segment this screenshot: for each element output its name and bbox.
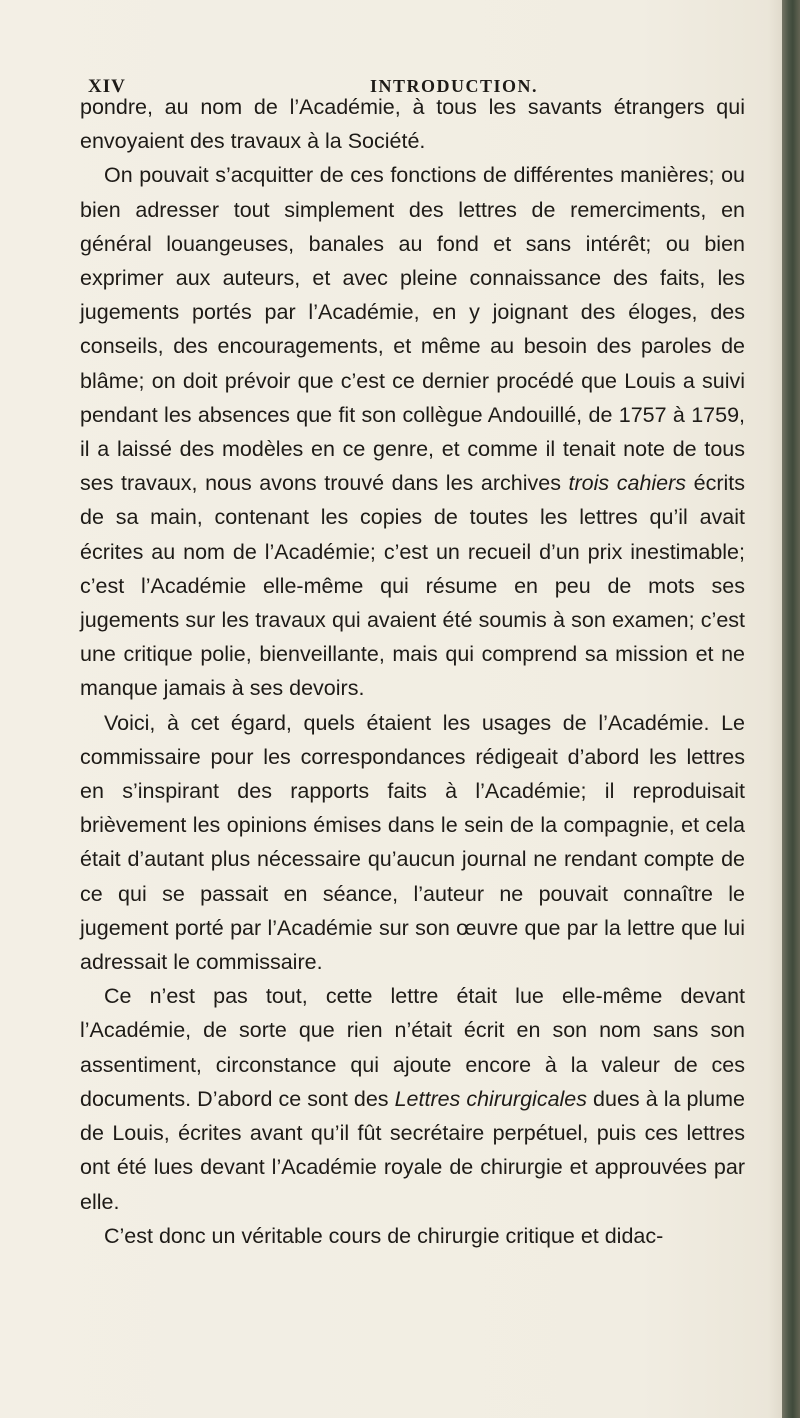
paragraph-4-text-a: Ce n’est pas tout, cette lettre était lue elle-même devant l’Académie, de sorte que rien n’était écrit en son nom sans son assentiment, circonstance qui ajoute encore à la valeur de ces documents. D’abord ce sont des — [80, 984, 745, 1111]
paragraph-4 — [80, 979, 745, 1218]
paragraph-5 — [80, 1219, 745, 1253]
paragraph-4-text-b: dues à la plume de Louis, écrites avant qu’il fût secrétaire perpétuel, puis ces lettres ont été lues devant l’Académie royale de chirurgie et approuvées par elle. — [80, 1086, 746, 1214]
running-title: INTRODUCTION. — [370, 76, 539, 96]
paragraph-2-italic: trois cahiers — [568, 471, 687, 496]
paragraph-2-text-a: On pouvait s’acquitter de ces fonctions de différentes manières; ou bien adresser tout simplement des lettres de remerciments, en général louangeuses, banales au fond et sans intérêt; ou bien exprimer aux auteurs, et avec pleine connaissance des faits, les jugements portés par l’Académie, en y joignant des éloges, des conseils, des encouragements, et même au besoin des paroles de blâme; on doit prévoir que c’est ce dernier procédé que Louis a suivi pendant les absences que fit son collègue Andouillé, de 1757 à 1759, il a laissé des modèles en ce genre, et comme il tenait note de tous ses travaux, nous avons trouvé dans les archives — [80, 163, 745, 496]
paragraph-1 — [80, 90, 745, 158]
paragraph-2-text-b: écrits de sa main, contenant les copies de toutes les lettres qu’il avait écrites au nom de l’Académie; c’est un recueil d’un prix inestimable; c’est l’Académie elle-même qui résume en peu de mots ses jugements sur les travaux qui avaient été soumis à son examen; c’est une critique polie, bienveillante, mais qui comprend sa mission et ne manque jamais à ses devoirs. — [80, 471, 745, 701]
paragraph-5-text: C’est donc un véritable cours de chirurgie critique et didac- — [104, 1223, 664, 1248]
paragraph-2 — [80, 158, 745, 705]
paragraph-4-italic: Lettres chirurgicales — [394, 1086, 588, 1111]
page-number: XIV — [88, 76, 126, 97]
paragraph-1-text: pondre, au nom de l’Académie, à tous les savants étrangers qui envoyaient des travaux à la Société. — [80, 95, 745, 154]
paragraph-3-text: Voici, à cet égard, quels étaient les usages de l’Académie. Le commissaire pour les correspondances rédigeait d’abord les lettres en s’inspirant des rapports faits à l’Académie; il reproduisait brièvement les opinions émises dans le sein de la compagnie, et cela était d’autant plus nécessaire qu’aucun journal ne rendant compte de ce qui se passait en séance, l’auteur ne pouvait connaître le jugement porté par l’Académie sur son œuvre que par la lettre que lui adressait le commissaire. — [80, 710, 745, 975]
body-text — [80, 90, 745, 1253]
paragraph-3 — [80, 706, 745, 980]
page-edge-shadow — [782, 0, 800, 1418]
